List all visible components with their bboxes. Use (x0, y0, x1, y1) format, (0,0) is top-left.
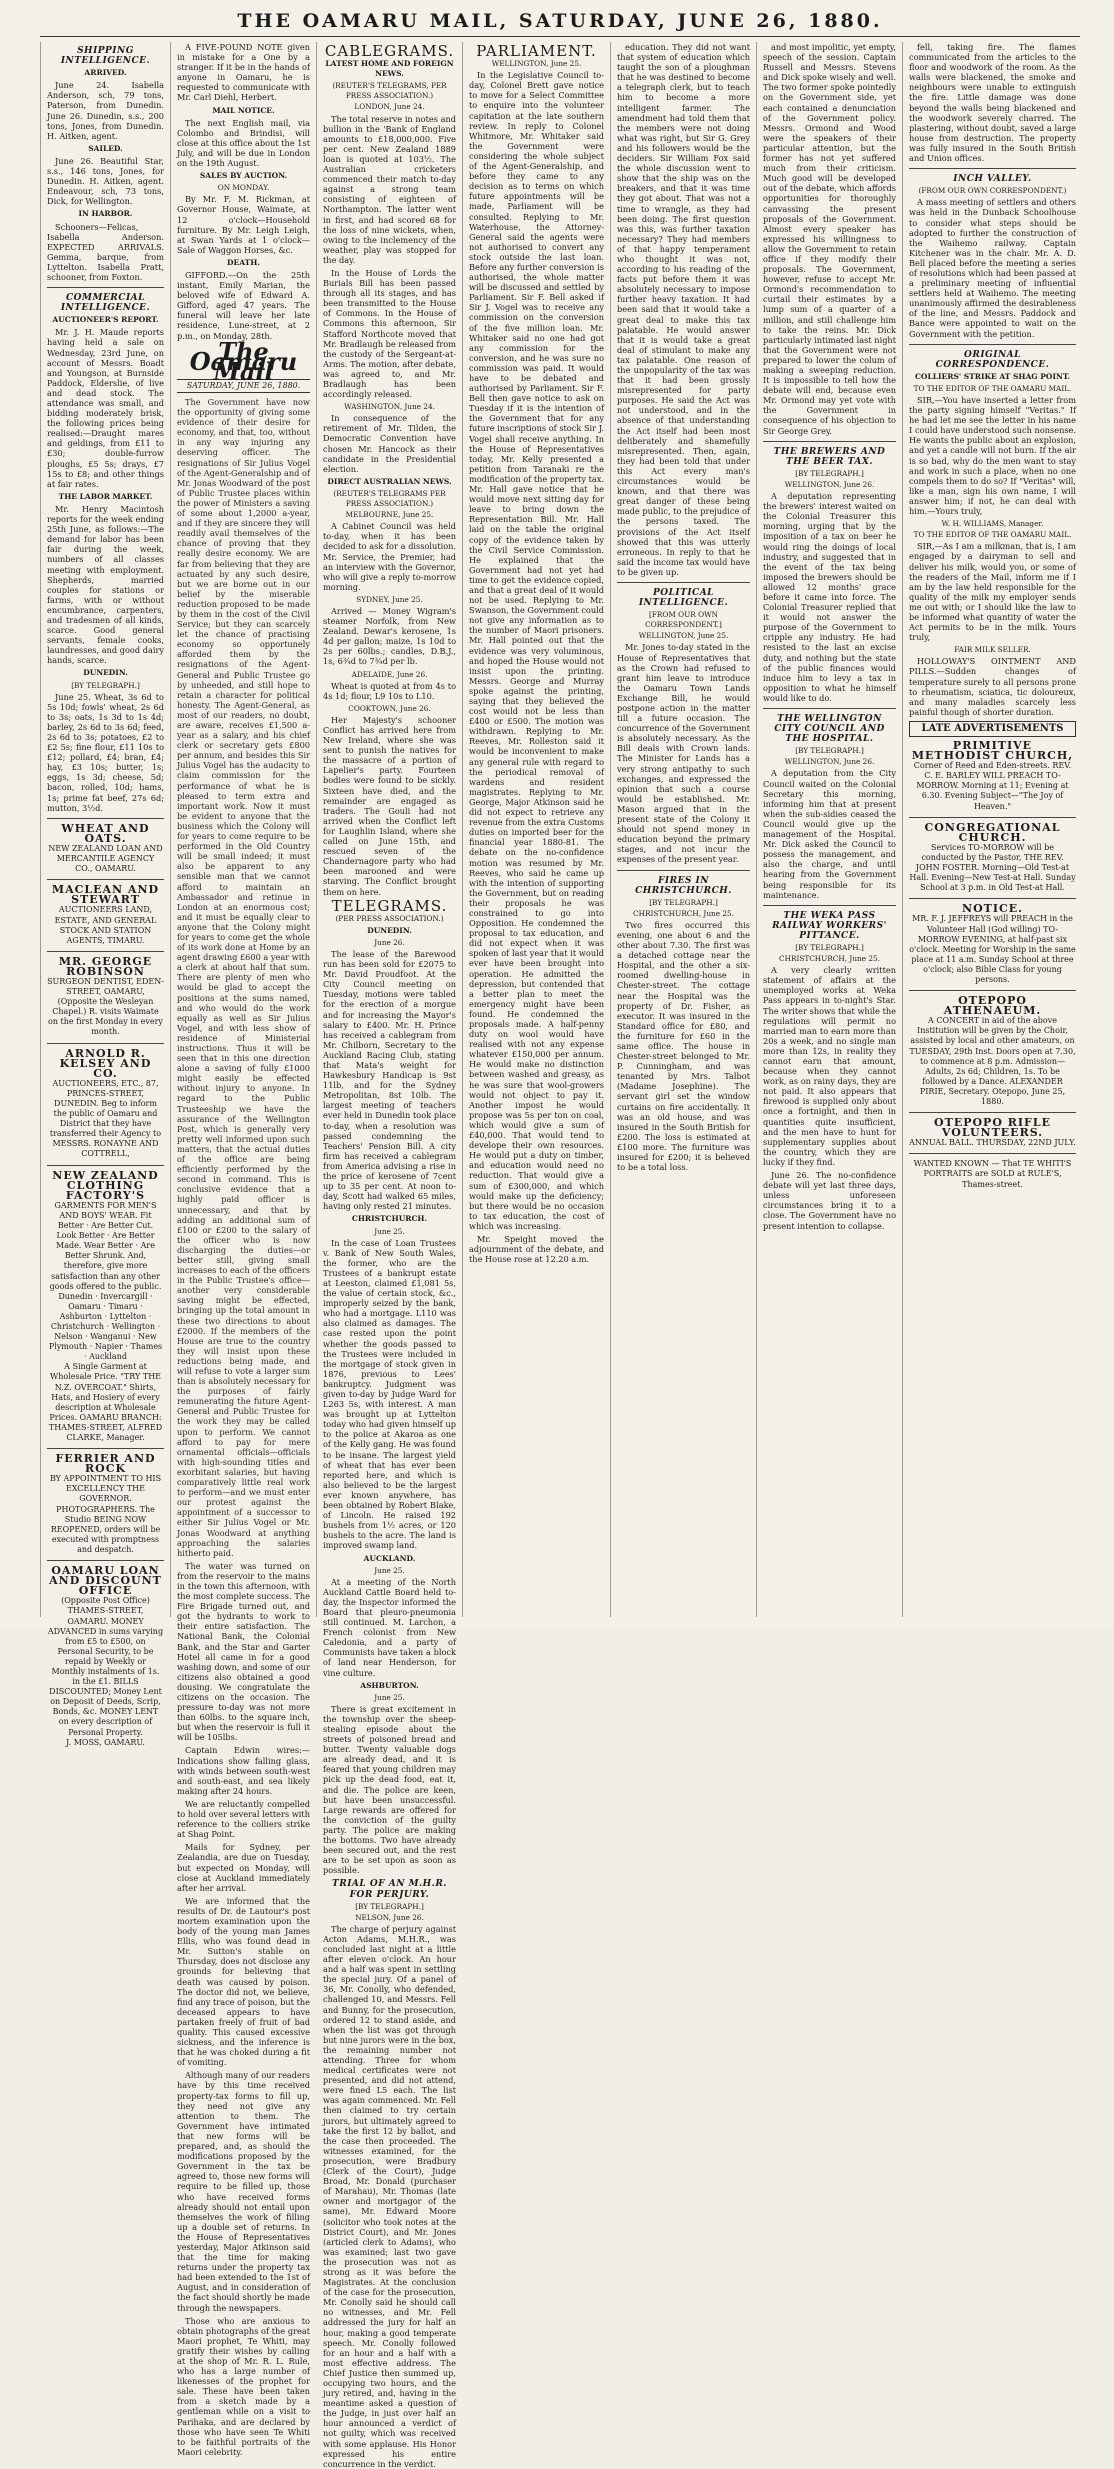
sailed-heading: SAILED. (88, 143, 123, 153)
sales-sub: ON MONDAY. (217, 183, 270, 193)
divider (47, 1043, 164, 1044)
correspondence-heading: ORIGINAL CORRESPONDENCE. (935, 349, 1050, 370)
ad-cong-title: CONGREGATIONAL CHURCH. (924, 820, 1061, 844)
colliers-text: SIR,—You have inserted a letter from the party signing himself "Veritas." If he had let me see the letter in his name I could have understood such nonsense. He wants the public about an explosion, and yet a candle will not burn. If the air is so bad, why do the men want to stay and work in such a place, when no one compels them to do so? If "Veritas" will, like a man, sign his own name, I will answer him; if not, he can deal with him.—Yours truly, (909, 395, 1076, 517)
para-water: The water was turned on from the reservoir to the mains in the town this afternoon, with the most complete success. The Fire Brigade turned out, and got the hydrants to work to their entire satisfaction. The National Bank, the Colonial Bank, and the Star and Garter Hotel all came in for a good washing down, and some of our citizens also obtained a good dousing. We congratulate the citizens on the occasion. The pressure to-day was not more than 60lbs. to the square inch, but when the reservoir is full it will be 105lbs. (177, 1560, 310, 1743)
divider (47, 1448, 164, 1449)
colliers-signature: W. H. WILLIAMS, Manager. (941, 519, 1044, 529)
auctioneers-text: Mr. J. H. Maude reports having held a sale on Wednesday, 23rd June, on account of Messrs. Boadt and Youngson, at Burnside Paddock, Elderslie, of live and dead stock. The attendance was small, and bidding moderately brisk, the following prices being realised:—Draught mares and geldings, from £11 to £30; double-furrow ploughs, £5 5s; drays, £7 15s to £8; and other things at fair rates. (47, 327, 164, 489)
ad-clothing (47, 1168, 164, 1444)
political-text: Mr. Jones to-day stated in the House of Representatives that as the Crown had refused to grant him leave to introduce the Oamaru Town Lands Exchange Bill, he would postpone action in the matter till a future occasion. The concurrence of the Government is absolutely necessary. As the Bill deals with Crown lands. The Minister for Lands has a very strong antipathy to such exchanges, and expressed the opinion that such a course would be established. Mr. Mason argued that in the present state of the Colony it should not spend money in education beyond the primary stages, and not incur the expenses of the present year. (617, 642, 750, 865)
weka-heading: THE WEKA PASS RAILWAY WORKERS' PITTANCE. (772, 910, 887, 941)
weka-text: A very clearly written statement of affairs at the unemployed works at Weka Pass appears in to-night's Star. The writer shows that while the regulations will permit no married man to earn more than 20s a week, and no single man more than 12s, in reality they cannot earn that amount, because when they cannot work, as on rainy days, they are not paid. It also appears that firewood is supplied only about once a fortnight, and then in quantities quite insufficient, and the men have to hunt for supplementary supplies about the country, which they are lucky if they find. (763, 965, 896, 1167)
ad-kelsey-title: ARNOLD R. KELSEY AND CO. (59, 1046, 152, 1080)
trial-text: The charge of perjury against Acton Adams, M.H.R., was concluded last night at a little after eleven o'clock. An hour and a half was spent in settling the special jury. Of a panel of 36, Mr. Conolly, who defended, challenged 10, and Messrs. Fell and Bunny, for the prosecution, ordered 12 to stand aside, and when the list was got through but nine jurors were in the box, the remaining number not attending. Three for whom medical certificates were not presented, and did not attend, were fined L5 each. The list was again commenced. Mr. Fell then claimed to try certain jurors, but ultimately agreed to take the first 12 by ballot, and the case then proceeded. The witnesses examined, for the prosecution, were Bradbury (Clerk of the Court), Judge Broad, Mr. Donald (purchaser of Marahau), Mr. Thomas (late owner and mortgagor of the same), Mr. Edward Moore (solicitor who took notes at the District Court), and Mr. Jones (articled clerk to Adams), who was examined; last two gave the prosecution was not as strong as it was before the Magistrates. At the conclusion of the case for the prosecution, Mr. Conolly said he should call no witnesses, and Mr. Fell addressed the jury for half an hour, making a good temperate speech. Mr. Conolly followed for an hour and a half with a most effective address. The Chief Justice then summed up, occupying two hours, and the jury retired, and, having in the meantime asked a question of the Judge, in just over half an hour announced a verdict of not guilty, which was received with some applause. His Honor expressed his entire concurrence in the verdict. (323, 1923, 456, 2469)
auckland-heading: AUCKLAND. (363, 1553, 416, 1563)
ashburton-heading: ASHBURTON. (360, 1680, 419, 1690)
dunedin-heading: DUNEDIN. (367, 925, 412, 935)
ad-ferrier-text: BY APPOINTMENT TO HIS EXCELLENCY THE GOVERNOR. PHOTOGRAPHERS. The Studio BEING NOW REOPENED, orders will be executed with promptness and despatch. (49, 1474, 162, 1554)
divider (909, 1153, 1076, 1154)
divider (909, 168, 1076, 169)
political-date: WELLINGTON, June 25. (638, 631, 729, 641)
melbourne-text: A Cabinet Council was held to-day, when it has been decided to ask for a dissolution. Mr. Service, the Premier, had an interview with the Governor, who will give a reply to-morrow morning. (323, 521, 456, 592)
holloway-ad: HOLLOWAY'S OINTMENT AND PILLS.—Sudden changes of temperature surely to all persons prone to rheumatism, sciatica, tic doloureux, and many maladies scarcely less painful though of shorter duration. (909, 656, 1076, 717)
christchurch-heading: CHRISTCHURCH. (351, 1214, 428, 1224)
ad-kelsey-text: AUCTIONEERS, ETC., 87, PRINCES-STREET, DUNEDIN. Beg to inform the public of Oamaru and District that they have transferred their Agency to MESSRS. RONAYNE AND COTTRELL, (49, 1078, 162, 1159)
fire-continued: fell, taking fire. The flames communicated from the articles to the floor and woodwork of the room. As the walls were blackened, the smoke and neighbours were unable to extinguish the fire. Little damage was done beyond the walls being blackened and the woodwork severely charred. The plastering, without doubt, saved a large house from destruction. The property was fully insured in the South British and Union offices. (909, 42, 1076, 164)
auctioneers-heading: AUCTIONEER'S REPORT. (52, 315, 159, 325)
ad-ferrier (47, 1454, 164, 1555)
parliament-text: In the Legislative Council to-day, Colonel Brett gave notice to move for a Select Committee to enquire into the volunteer capitation at the late southern review. In reply to Colonel Whitmore, Mr. Whitaker said the Government were considering the whole subject of the Agent-Generalship, and before they came to any decision as to terms on which future appointments will be made, Parliament will be consulted. Replying to Mr. Waterhouse, the Attorney-General said the agents were not authorised to convert any stock outside the last loan. Before any further conversion is authorised, the whole matter will be discussed and settled by Parliament. Sir F. Bell asked if Sir J. Vogel was to receive any commission on the conversion of the five million loan. Mr. Whitaker said no one had got any commission for the conversion, and he was sure no commission was paid. It would have to be debated and authorised by Parliament. Sir F. Bell then gave notice to ask on Tuesday if it is the intention of the Government that for any future inscriptions of stock Sir J. Vogel shall receive anything. In the House of Representatives today, Mr. Kelly presented a petition from Taranaki re the modification of the property tax. Mr. Hall gave notice that he would move next sitting day for leave to bring down the Representation Bill. Mr. Hall laid on the table the original copy of the evidence taken by the Civil Service Commission. He explained that the Government had not yet had time to get the evidence copied, and that a great deal of it would not be used. Replying to Mr. Swanson, the Government could not give any information as to the number of Maori prisoners. Mr. Hall pointed out that the evidence was very voluminous, and hoped the House would not insist upon the printing. Messrs. George and Murray spoke against the printing, saying that they believed the cost would not be less than £400 or £500. The motion was withdrawn. Replying to Mr. Reeves, Mr. Rolleston said it would be inconvenient to make any general rule with regard to the periodical removal of wardens and resident magistrates. Replying to Mr. George, Major Atkinson said he did not expect to retrieve any revenue from the extra Customs duties on imported beer for the financial year 1880-81. The debate on the no-confidence motion was resumed by Mr. Reeves, who said he came up with the intention of supporting the Government, but on reading their proposals he was constrained to go into Opposition. He condemned the proposal to tax education, and did not expect when it was spoken of last year that it would ever have been brought into operation. He admitted the depression, but contended that a better plan to meet the emergency might have been found. He condemned the proposals made. A half-penny duty on wool would have realised with not any expense whatever £150,000 per annum. He would make no distinction between washed and greasy, as he was sure that wool-growers would not object to pay it. Another impost he would propose was 5s per ton on coal, which would give a sum of £40,000. That would tend to develope their own resources. He would put a duty on timber, and education would need no reduction. That would give a sum of £300,000, and which would make up the deficiency; but there would be no occasion to tax education, the cost of which was increasing. (469, 70, 604, 1231)
ad-clothing-text: GARMENTS FOR MEN'S AND BOYS' WEAR. Fit Better · Are Better Cut. Look Better · Are Better Made. Wear Better · Are Better Shrunk. And, therefore, give more satisfaction than any other goods offered to the public. (49, 1200, 162, 1291)
colliers-heading: COLLIERS' STRIKE AT SHAG POINT. (914, 371, 1071, 381)
inch-valley-text: A mass meeting of settlers and others was held in the Dunback Schoolhouse to consider what steps should be adopted to further the construction of the Waihemo railway. Captain Kitchener was in the chair. Mr. A. D. Bell placed before the meeting a series of resolutions which had been passed at a preliminary meeting of influential settlers held at Waihemo. The meeting unanimously affirmed the desirableness of the line, and Messrs. Paddock and Bance were appointed to wait on the Government with the petition. (909, 197, 1076, 339)
dunedin-text: June 25. Wheat, 3s 6d to 5s 10d; fowls' wheat, 2s 6d to 3s; oats, 1s 3d to 1s 4d; barley, 2s 6d to 3s 6d; feed, 2s 6d to 3s; potatoes, £2 to £2 5s; fine flour, £11 10s to £12; pollard, £4; bran, £4; hay, £3 10s; butter, 1s; eggs, 1s 3d; cheese, 5d; bacon, rolled, 10d; hams, 1s; prime fat beef, 27s 6d; mutton, 3½d. (47, 691, 164, 813)
ashburton-date: June 25. (374, 1692, 405, 1702)
divider (617, 582, 750, 583)
milk-text: SIR,—As I am a milkman, that is, I am engaged by a dairyman to sell and deliver his milk, would you, or some of the readers of the Mail, inform me if I am by the law held responsible for the quality of the milk my employer sends me out with; or I should like the law to be informed what quantity of water the Act permits to be in the milk. Yours truly, (909, 541, 1076, 643)
dunedin-sub: [BY TELEGRAPH.] (71, 680, 140, 690)
masthead: THE OAMARU MAIL, SATURDAY, JUNE 26, 1880. (40, 10, 1080, 37)
ad-ath-title: OTEPOPO ATHENAEUM. (943, 994, 1042, 1018)
dateline: SATURDAY, JUNE 26, 1880. (177, 379, 310, 393)
cablegrams-source: (REUTER'S TELEGRAMS, PER PRESS ASSOCIATION.) (332, 81, 447, 101)
ad-robinson (47, 954, 164, 1038)
colliers-sub: TO THE EDITOR OF THE OAMARU MAIL. (913, 383, 1072, 393)
auckland-date: June 25. (374, 1565, 405, 1575)
washington-text: In consequence of the retirement of Mr. Tilden, the Democratic Convention have chosen Mr. Hancock as their candidate in the Presidential election. (323, 413, 456, 474)
trial-sub: [BY TELEGRAPH.] (355, 1901, 424, 1911)
london-text: The total reserve in notes and bullion in the 'Bank of England amounts to £18,000,000. Five per cent. New Zealand 1889 loan is quoted at 103½. The Australian cricketers commenced their match to-day against a strong team consisting of eighteen of Northampton. The latter went in first, and had scored 68 for the loss of nine wickets, when, owing to the inclemency of the weather, play was stopped for the day. (323, 113, 456, 265)
mail-notice-heading: MAIL NOTICE. (212, 105, 275, 115)
debate-report: and most impolitic, yet empty, speech of the session. Captain Russell and Messrs. Stevens and Dick spoke wisely and well. The two former spoke pointedly on the Government side, yet each contained a denunciation of the Government policy. Messrs. Ormond and Wood were the speakers of their particular attention, but the former has not yet suffered much from their criticism. Much good will be developed out of the debate, which affords opportunities for thoroughly canvassing the present proposals of the Government. Almost every speaker has expressed his willingness to allow the Government to retain office if they modify their proposals. The Government, however, refuse to accept Mr. Ormond's recommendation to curtail their estimates by a lump sum of a quarter of a million, and still challenge him to take the reins. Mr. Dick particularly intimated last night that the Government were not prepared to lower the colum of making a sweeping reduction. It is impossible to tell how the debate will end, because even Mr. Ormond may yet vote with the Government in consequence of his objection to Sir George Grey. (763, 42, 896, 436)
divider (763, 708, 896, 709)
column-2 (170, 42, 316, 2457)
ad-rifle (909, 1118, 1076, 1148)
para-property-tax: Although many of our readers have by this time received property-tax forms to fill up, they need not give any attention to them. The Government have intimated that new forms will be prepared, and, as should the modifications proposed by the Government in the tax be agreed to, those new forms will require to be filled up, those who have received forms already should not entail upon themselves the work of filling up a double set of returns. In the House of Representatives yesterday, Major Atkinson said that the time for making returns under the property tax had been extended to the 1st of August, and in consideration of the fact should shortly be made through the newspapers. (177, 2070, 310, 2313)
column-7 (902, 42, 1082, 1617)
telegrams-sub: (PER PRESS ASSOCIATION.) (335, 913, 444, 923)
ad-athenaeum (909, 996, 1076, 1107)
political-heading: POLITICAL INTELLIGENCE. (638, 587, 729, 609)
labor-heading: THE LABOR MARKET. (58, 491, 153, 501)
para-te-whiti: Those who are anxious to obtain photographs of the great Maori prophet, Te Whiti, may gratify their wishes by calling at the shop of Mr. R. L. Rule, who has a large number of likenesses of the prophet for sale. These have been taken from a sketch made by a gentleman while on a visit to Parihaka, and are declared by those who have seen Te Whiti to be faithful portraits of the Maori celebrity. (177, 2315, 310, 2457)
melbourne-dateline: MELBOURNE, June 25. (345, 510, 434, 520)
ad-clothing-branches: Dunedin · Invercargill · Oamaru · Timaru · Ashburton · Lyttelton · Christchurch · Wellington · Nelson · Wanganui · New Plymouth · Napier · Thames · Auckland (48, 1291, 163, 1362)
inch-valley-heading: INCH VALLEY. (953, 174, 1032, 185)
weka-sub: [BY TELEGRAPH.] (795, 942, 864, 952)
london-dateline: LONDON, June 24. (354, 102, 425, 112)
ad-maclean (47, 885, 164, 946)
late-ads-heading: LATE ADVERTISEMENTS (909, 721, 1076, 737)
sales-heading: SALES BY AUCTION. (199, 171, 288, 181)
fires-date: CHRISTCHURCH, June 25. (633, 908, 734, 918)
dunedin-text: The lease of the Barewood run has been sold for £2075 to Mr. David Proudfoot. At the City Council meeting on Tuesday, motions were tabled for the erection of a morgue and for increasing the Mayor's salary to £400. Mr. H. Prince has received a cablegram from Mr. Chilborn, Secretary to the Auckland Racing Club, stating that Mata's weight for Hawkesbury Handicap is 9st 11lb, and for the Sydney Metropolitan, 8st 10lb. The largest meeting of teachers ever held in Dunedin took place to-day, when a resolution was passed condemning the Teachers' Pension Bill. A city firm has received a cablegram from America advising a rise in the price of kerosene of 7cent up to 35 per cent. At noon to-day, Scott had walked 65 miles, having only rested 21 minutes. (323, 948, 456, 1212)
labor-text: Mr. Henry Macintosh reports for the week ending 25th June, as follows:—The demand for labor has been fair during the week, numbers of all classes meeting with employment. Shepherds, married couples for stations or farms, with or without encumbrance, carpenters, and tradesmen of all kinds, scarce. Good general servants, female cooks, laundresses, and good dairy hands, scarce. (47, 503, 164, 666)
ad-pm-title: PRIMITIVE METHODIST CHURCH, (911, 739, 1074, 763)
wcc-date: WELLINGTON, June 26. (784, 757, 875, 767)
shipping-heading: SHIPPING INTELLIGENCE. (60, 46, 151, 67)
ad-rifle-title: OTEPOPO RIFLE VOLUNTEERS. (934, 1116, 1051, 1140)
christchurch-date: June 25. (374, 1226, 405, 1236)
fires-text: Two fires occurred this evening, one about 6 and the other about 7.30. The first was a detached cottage near the Hospital, and the other a six-roomed dwelling-house in Chester-street. The cottage near the Hospital was the property of Dr. Fisher, as executor. It was insured in the Standard office for £80, and the furniture for £60 in the same office. The house in Chester-street belonged to Mr. P. Cunningham, and was tenanted by Mrs. Talbot (Madame Josephine). The servant girl set the window curtains on fire accidentally. It was an old house, and was insured in the South British for £200. The loss is estimated at £100 more. The furniture was insured for £200; it is believed to be a total loss. (617, 919, 750, 1173)
weka-date: CHRISTCHURCH, June 25. (779, 954, 880, 964)
ad-ferrier-title: FERRIER AND ROCK (55, 1452, 156, 1476)
ad-notice-title: NOTICE. (962, 902, 1023, 916)
brewers-date: WELLINGTON, June 26. (784, 479, 875, 489)
ad-robinson-text: SURGEON DENTIST, EDEN-STREET, OAMARU, (Opposite the Wesleyan Chapel.) R. visits Waimate on the first Monday in every month. (47, 976, 164, 1037)
nameplate: The Oamaru Mail (189, 336, 298, 386)
auckland-text: At a meeting of the North Auckland Cattle Board held to-day, the Inspector informed the Board that pleuro-pneumonia still continued. M. Larchon, a French colonist from New Caledonia, and a party of Communists have taken a block of land near Henderson, for vine culture. (323, 1576, 456, 1678)
column-4 (462, 42, 610, 1617)
fires-continued: June 26. The no-confidence debate will yet last three days, unless unforeseen circumstances bring it to a close. The Government have no present intention to collapse. (763, 1170, 896, 1231)
ad-maclean-text: AUCTIONEERS LAND, ESTATE, AND GENERAL STOCK AND STATION AGENTS, TIMARU. (54, 905, 157, 945)
ad-notice-text: MR. F. J. JEFFREYS will PREACH in the Volunteer Hall (God willing) TO-MORROW EVENING, at half-past six o'clock. Meeting for Worship in the same place at 11 a.m. Sunday School at three o'clock; also Bible Class for young persons. (909, 914, 1076, 984)
fires-sub: [BY TELEGRAPH.] (649, 897, 718, 907)
parliament-dateline: WELLINGTON, June 25. (491, 59, 582, 69)
milk-sub: TO THE EDITOR OF THE OAMARU MAIL. (913, 530, 1072, 540)
divider (909, 344, 1076, 345)
column-6 (756, 42, 902, 1617)
wcc-sub: [BY TELEGRAPH.] (795, 746, 864, 756)
ad-clothing-title: NEW ZEALAND CLOTHING FACTORY'S (52, 1168, 159, 1202)
divider (47, 1165, 164, 1166)
cooktown-dateline: COOKTOWN, June 26. (348, 703, 431, 713)
ad-wheat-text: NEW ZEALAND LOAN AND MERCANTILE AGENCY CO., OAMARU. (48, 843, 163, 874)
ad-rifle-text: ANNUAL BALL. THURSDAY, 22ND JULY. (909, 1138, 1076, 1148)
inch-valley-sub: (FROM OUR OWN CORRESPONDENT.) (918, 186, 1067, 196)
arrived-text: June 24. Isabella Anderson, sch, 79 tons, Paterson, from Dunedin. June 26. Dunedin, s.s., 200 tons, Jones, from Dunedin. H. Aitken, agent. (47, 80, 164, 141)
divider (909, 1112, 1076, 1113)
leader-article: The Government have now the opportunity of giving some evidence of their desire for economy, and that, too, without in any way injuring any deserving officer. The resignations of Sir Julius Vogel of the Agent-Generalship and of Mr. Jonas Woodward of the post of Public Trustee places within the power of Ministers a saving of some about 1,2000 a-year, and if they are sincere they will readily avail themselves of the chance of proving that they really desire economy. We are far from believing that they are actuated by any such desire, but we are borne out in our belief by the miserable reduction proposed to be made by them in the cost of the Civil Service; but they can scarcely let the chance of practising economy so opportunely afforded them by the resignations of the Agent-General and Public Trustee go by unheeded, and still hope to retain a character for political honesty. The Agent-General, as most of our readers, no doubt, are aware, receives £1,500 a-year as a salary, and his chief clerk or secretary gets £800 per annum, and besides this Sir Julius Vogel has the audacity to claim commission for the performance of what he is pleased to term extra and important work. Now it must be evident to anyone that the business which the Colony will for years to come require to be performed in the Old Country will be small indeed; it must also be apparent to any sensible man that we cannot afford to maintain an Ambassador and retinue in London at an enormous cost; and it must be equally clear to anyone that the Colony might for years to come get the whole of its work done at Home by an agent drawing £600 a year with a clerk at about half that sum. There are plenty of men who would be glad to accept the positions at the sums named, and who would do the work equally as well as Sir Julius Vogel, and with less show of residence of Ministerial instructions. Thus it will be seen that in this one direction alone a saving of fully £1000 might easily be effected without injury to anyone. In regard to the Public Trusteeship we have the assurance of the Wellington Post, which is generally very pretty well informed upon such matters, that the actual duties of the office are being efficiently performed by the second in command. This is conclusive evidence that a highly paid officer is unnecessary, and that by adding an additional sum of £100 or £200 to the salary of the officer who is now discharging the duties—or better still, giving small increases to each of the officers in the Public Trustee's office—another very considerable saving might be effected, bringing up the total amount in these two directions to about £2000. If the members of the House are true to the country they will insist upon these reductions being made, and will refuse to vote a larger sum than is absolutely necessary for the purposes of fairly remunerating the future Agent-General and Public Trustee for the work they may be called upon to perform. We cannot afford to pay for mere ornamental officials—officials with high-sounding titles and exorbitant salaries, but having comparatively little real work to perform—and we must enter our protest against the appointment of a successor to either Sir Julius Vogel or Mr. Jonas Woodward at anything approaching the salaries hitherto paid. (177, 397, 310, 1558)
direct-sub: (REUTER'S TELEGRAMS PER PRESS ASSOCIATION.) (333, 488, 446, 509)
ad-loan (47, 1566, 164, 1748)
arrived-heading: ARRIVED. (84, 68, 127, 78)
ad-wanted: WANTED KNOWN — That TE WHITI'S PORTRAITS are SOLD at RULE'S, Thames-street. (913, 1159, 1072, 1189)
brewers-text: A deputation representing the brewers' interest waited on the Colonial Treasurer this morning, urging that by the imposition of a tax on beer he would ring the doings of local industry, and suggested that in the event of the tax being imposed the brewers should be allowed 12 months' grace before it came into force. The Colonial Treasurer replied that it would not answer the purpose of the Government to cripple any industry. He had resisted to the last an excise duty, and nothing but the state of the public finances would induce him to levy a tax in opposition to what he himself would like to do. (763, 491, 896, 703)
political-sub: [FROM OUR OWN CORRESPONDENT.] (645, 610, 722, 630)
divider (763, 905, 896, 906)
column-1 (40, 42, 170, 1747)
wcc-text: A deputation from the City Council waited on the Colonial Secretary this morning, informing him that at present when the sub-sidies ceased the Council would give up the management of the Hospital. Mr. Dick asked the Council to possess the management, and also the charge, and until hearing from the Government being responsible for its maintenance. (763, 768, 896, 900)
commercial-heading: COMMERCIAL INTELLIGENCE. (60, 293, 151, 314)
ad-wheat-title: WHEAT AND OATS. (61, 821, 150, 845)
ad-cong-text: Services TO-MORROW will be conducted by the Pastor, THE REV. JOHN FOSTER. Morning—Old Test-at Hall. Evening—New Test-at Hall. Sunday School at 3 p.m. in Old Test-at Hall. (909, 842, 1076, 893)
ad-loan-signature: J. MOSS, OAMARU. (66, 1737, 145, 1747)
adelaide-dateline: ADELAIDE, June 26. (351, 669, 428, 679)
ad-wheat (47, 821, 164, 874)
death-heading: DEATH. (227, 257, 260, 267)
sydney-dateline: SYDNEY, June 25. (356, 594, 423, 604)
para-post-mortem: We are informed that the results of Dr. de Lautour's post mortem examination upon the body of the young man James Ellis, who was found dead in Mr. Sutton's stable on Thursday, does not disclose any grounds for believing that death was caused by poison. The doctor did not, we believe, find any trace of poison, but the deceased appears to have partaken freely of fruit of bad quality. This caused excessive sickness, and the inference is that he was choked during a fit of vomiting. (177, 1895, 310, 2068)
harbor-heading: IN HARBOR. (78, 209, 133, 219)
divider (909, 898, 1076, 899)
dunedin-heading: DUNEDIN. (83, 668, 128, 678)
ad-notice (909, 904, 1076, 985)
harbor-text: Schooners—Felicas, Isabella Anderson. EXPECTED ARRIVALS. Gemma, barque, from Lyttelton. Isabella Pratt, schooner, from Foxton. (47, 221, 164, 282)
ad-congregational (909, 820, 1076, 894)
ad-loan-text: (Opposite Post Office) THAMES-STREET, OAMARU. MONEY ADVANCED in sums varying from £5 to £500, on Personal Security, to be repaid by Weekly or Monthly instalments of 1s. in the £1. BILLS DISCOUNTED; Money Lent on Deposit of Deeds, Scrip, Bonds, &c. MONEY LENT on every description of Personal Property. (47, 1596, 164, 1737)
ad-five-pound-note: A FIVE-POUND NOTE given in mistake for a One by a stranger. If it be in the hands of anyone in Oamaru, he is requested to communicate with Mr. Carl Diehl, Herbert. (177, 42, 310, 103)
ad-kelsey (47, 1046, 164, 1160)
dunedin-date: June 26. (374, 937, 405, 947)
sales-text: By Mr. F. M. Rickman, at Governor House, Waimate, at 12 o'clock—Household furniture. By Mr. Leigh Leigh, at Swan Yards at 1 o'clock—Sale of Waggon Horses, &c. (177, 194, 310, 255)
divider (909, 990, 1076, 991)
para-mails: Mails for Sydney, per Zealandia, are due on Tuesday, but expected on Monday, will close at Auckland immediately after her arrival. (177, 1842, 310, 1893)
ad-ath-text: A CONCERT in aid of the above Institution will be given by the Choir, assisted by local and other amateurs, on TUESDAY, 29th Inst. Doors open at 7.30, to commence at 8 p.m. Admission—Adults, 2s 6d; Children, 1s. To be followed by a Dance. ALEXANDER PIRIE, Secretary. Otepopo, June 25, 1880. (909, 1016, 1076, 1106)
ashburton-text: There is great excitement in the township over the sheep-stealing episode about the streets of poisoned bread and butter. Twenty valuable dogs are already dead, and it is feared that young children may pick up the dead food, eat it, and die. The police are keen, but have been unsuccessful. Large rewards are offered for the conviction of the guilty party. The police are making the bottoms. Two have already been secured out, and the rest are to be set upon as soon as possible. (323, 1703, 456, 1876)
divider (47, 818, 164, 819)
cablegrams-sub: LATEST HOME AND FOREIGN NEWS. (325, 59, 454, 79)
lords-text: In the House of Lords the Burials Bill has been passed through all its stages, and has been transmitted to the House of Commons. In the House of Commons this afternoon, Sir Stafford Northcote moved that Mr. Bradlaugh be released from the custody of the Sergeant-at-Arms. The motion, after debate, was agreed to, and Mr. Bradlaugh has been accordingly released. (323, 267, 456, 400)
ad-loan-title: OAMARU LOAN AND DISCOUNT OFFICE (49, 1564, 162, 1598)
ad-primitive-methodist (909, 741, 1076, 812)
divider (47, 951, 164, 952)
para-letters: We are reluctantly compelled to hold over several letters with reference to the colliers strike at Shag Point. (177, 1798, 310, 1840)
direct-heading: DIRECT AUSTRALIAN NEWS. (327, 476, 452, 486)
death-text: GIFFORD.—On the 25th instant, Emily Marian, the beloved wife of Edward A. Gifford, aged 47 years. The funeral will leave her late residence, Lune-street, at 2 p.m., on Monday, 28th. (177, 269, 310, 341)
divider (763, 441, 896, 442)
christchurch-text: In the case of Loan Trustees v. Bank of New South Wales, the former, who are the Trustees of a bankrupt estate at Leeston, claimed £1,081 5s, the value of certain stock, &c., improperly seized by the bank, who had a mortgage. L110 was also claimed as damages. The case rested upon the point whether the goods passed to the Trustees were included in the mortgage of stock given in 1876, previous to Lees' bankruptcy. Judgment was given to-day by Judge Ward for L263 5s, with interest. A man was brought up at Lyttelton today who had given himself up to the police at Akaroa as one of the Kelly gang. He was found to be insane. The largest yield of wheat that has ever been reported here, and which is also believed to be the largest ever known anywhere, has been obtained by Robert Blake, of Lincoln. He raised 192 bushels from 1½ acres, or 120 bushels to the acre. The land is improved swamp land. (323, 1237, 456, 1551)
ad-maclean-title: MACLEAN AND STEWART (51, 883, 160, 907)
para-weather: Captain Edwin wires:—Indications show falling glass, with winds between south-west and south-east, and sea likely making after 24 hours. (177, 1745, 310, 1796)
divider (47, 879, 164, 880)
milk-signature: FAIR MILK SELLER. (954, 645, 1031, 655)
column-3 (316, 42, 462, 2469)
ad-pm-text: Corner of Reed and Eden-streets. REV. C. E. BARLEY WILL PREACH TO-MORROW. Morning at 11; Evening at 6.30. Evening Subject—"The Joy of Heaven." (913, 761, 1072, 811)
fires-heading: FIRES IN CHRISTCHURCH. (635, 875, 732, 896)
brewers-heading: THE BREWERS AND THE BEER TAX. (773, 446, 886, 467)
ad-robinson-title: MR. GEORGE ROBINSON (58, 954, 153, 978)
divider (617, 870, 750, 871)
washington-dateline: WASHINGTON, June 24. (344, 402, 435, 412)
divider (47, 287, 164, 288)
trial-heading: TRIAL OF AN M.H.R. FOR PERJURY. (332, 1879, 447, 1900)
nelson-dateline: NELSON, June 26. (355, 1912, 424, 1922)
cooktown-text: Her Majesty's schooner Conflict has arrived here from New Ireland, where she was sent to punish the natives for the massacre of a portion of Lapelier's party. Fourteen bodies were found to be sickly. Sixteen have died, and the remainder are engaged as traders. The Gouli had not arrived when the Conflict left for Laughlin Island, where she called on June 15th, and rescued seven of the Chandernagore party who had been marooned and were starving. The Conflict brought them on here. (323, 714, 456, 897)
telegrams-heading: TELEGRAMS. (331, 896, 448, 915)
wcc-heading: THE WELLINGTON CITY COUNCIL AND THE HOSPITAL. (774, 714, 885, 745)
column-5 (610, 42, 756, 1617)
sailed-text: June 26. Beautiful Star, s.s., 146 tons, Jones, for Dunedin. H. Aitken, agent. Endeavour, sch, 73 tons, Dick, for Wellington. (47, 155, 164, 207)
adelaide-text: Wheat is quoted at from 4s to 4s 1d; flour, L9 10s to L10. (323, 680, 456, 701)
mail-notice-text: The next English mail, via Colombo and Brindisi, will close at this office about the 1st July, and will be due in London on the 19th August. (177, 117, 310, 169)
sydney-text: Arrived — Money Wigram's steamer Norfolk, from New Zealand. Dewar's kerosene, 1s 4d per gallon; maize, 1s 10d to 2s per 60lbs.; candles, D.B.J., 1s, 6¾d to 7¾d per lb. (323, 605, 456, 667)
parliament-heading: PARLIAMENT. (476, 42, 597, 60)
brewers-sub: [BY TELEGRAPH.] (795, 468, 864, 478)
cablegrams-heading: CABLEGRAMS. (324, 42, 455, 60)
debate-continued: education. They did not want that system of education which taught the son of a ploughman that he was destined to become a telegraph clerk, but to teach him to become a more intelligent farmer. The amendment had told them that the members were not doing what was right, but Sir G. Grey and his followers would be the deciders. Sir William Fox said the whole discussion went to show that the ship was on the breakers, and that it was time they got about. That was not a time to wrangle, as they had been doing. The first question was this, was further taxation necessary? They had members of that happy temperament who thought it was not, according to his reading of the facts put before them it was absolutely necessary to impose further heavy taxation. It had been said that it would take a great deal to make this tax palatable. He would answer that it is would take a great deal of stimulant to make any tax palatable. One reason of the unpopularity of the tax was that it had been grossly misrepresented for party purposes. He said the Act was not understood, and in the absence of that understanding the Act itself had been most deliberately and shamefully misrepresented. Then, again, they had been told that under this Act every man's circumstances would be known, and that there was great danger of these being made public, to the prejudice of the persons taxed. The provisions of the Act itself showed that this was utterly erroneous. In reply to that he said the income tax would have to be given up. (617, 42, 750, 577)
divider (47, 1560, 164, 1561)
ad-clothing-foot: A Single Garment at Wholesale Price. "TRY THE N.Z. OVERCOAT." Shirts, Hats, and Hosiery of every description at Wholesale Prices. OAMARU BRANCH: THAMES-STREET, ALFRED CLARKE, Manager. (48, 1362, 163, 1442)
parliament-adjourn: Mr. Speight moved the adjournment of the debate, and the House rose at 12.20 a.m. (469, 1233, 604, 1265)
divider (909, 817, 1076, 818)
